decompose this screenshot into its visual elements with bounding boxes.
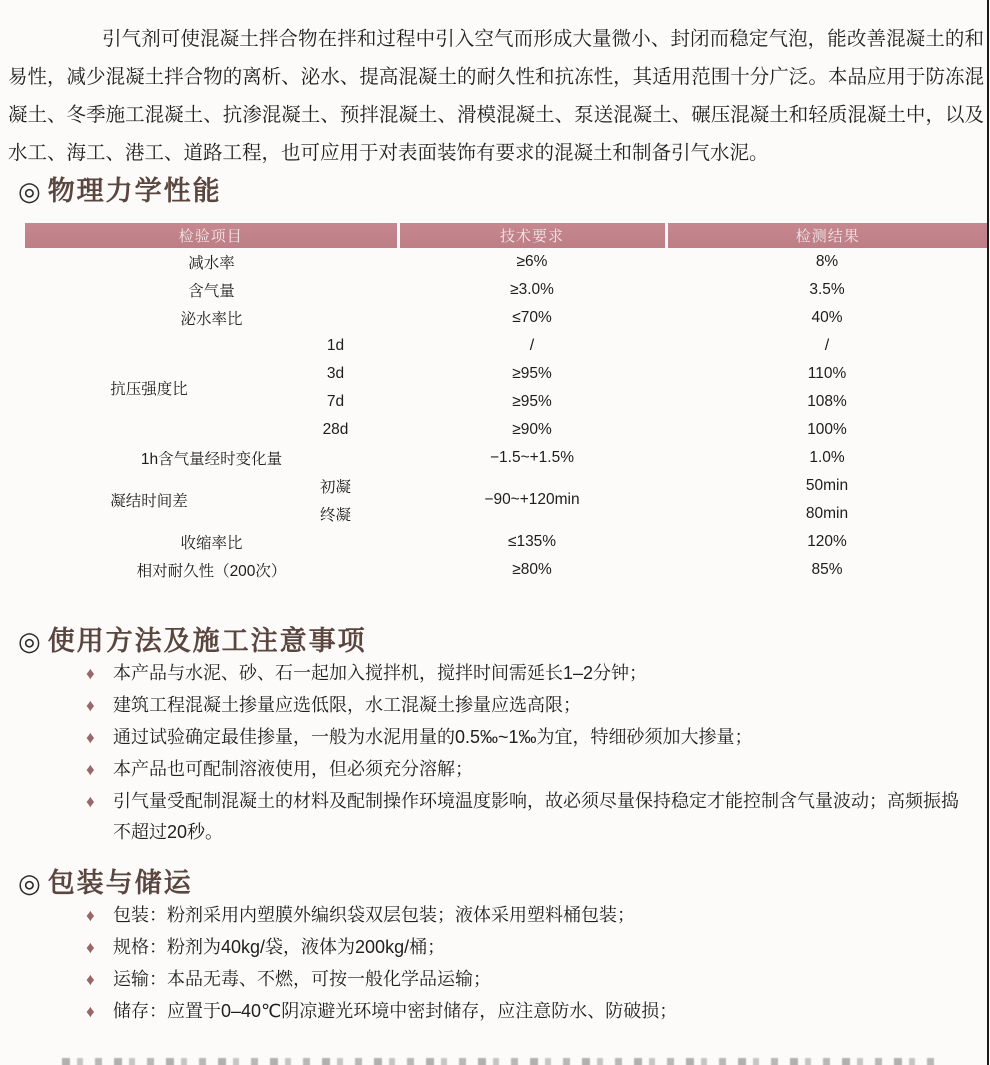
list-item-text: 运输：本品无毒、不燃，可按一般化学品运输； — [113, 969, 491, 989]
list-item — [86, 690, 970, 721]
cell-requirement: ≥6% — [516, 253, 548, 270]
list-item — [86, 722, 970, 753]
bullseye-icon: ◎ — [18, 176, 41, 206]
cell-requirement: ≥80% — [512, 561, 552, 578]
list-item-text: 储存：应置于0–40℃阴凉避光环境中密封储存，应注意防水、防破损； — [113, 1001, 678, 1021]
cell-item: 泌水率比 — [180, 311, 243, 328]
list-item — [86, 964, 970, 995]
diamond-bullet-icon: ♦ — [86, 696, 95, 715]
cell-result: 110% — [807, 365, 847, 382]
cell-subitem: 终凝 — [320, 507, 352, 524]
cell-subitem: 3d — [326, 365, 345, 382]
performance-table-wrap — [25, 223, 988, 584]
cell-requirement: ≥90% — [512, 421, 552, 438]
table-row — [25, 304, 988, 332]
header-cell-result: 检测结果 — [666, 223, 988, 248]
cell-requirement: −90~+120min — [484, 491, 580, 508]
table-row — [25, 528, 988, 556]
diamond-bullet-icon: ♦ — [86, 792, 95, 811]
cell-requirement: ≥95% — [512, 393, 552, 410]
diamond-bullet-icon: ♦ — [86, 938, 95, 957]
diamond-bullet-icon: ♦ — [86, 664, 95, 683]
cell-result: 8% — [815, 253, 839, 270]
cell-requirement: ≤70% — [512, 309, 552, 326]
performance-table — [25, 223, 988, 584]
cell-item: 减水率 — [188, 255, 235, 272]
cell-item: 含气量 — [188, 283, 235, 300]
list-item-text: 本产品与水泥、砂、石一起加入搅拌机，搅拌时间需延长1–2分钟； — [113, 663, 648, 683]
cell-result: 80min — [805, 505, 849, 522]
bullseye-icon: ◎ — [18, 868, 41, 898]
list-item-text: 建筑工程混凝土掺量应选低限，水工混凝土掺量应选高限； — [113, 695, 581, 715]
table-row — [25, 332, 988, 360]
cell-subitem: 28d — [322, 421, 349, 438]
section-heading-physical — [18, 174, 990, 208]
cell-subitem: 1d — [326, 337, 345, 354]
intro-paragraph: 引气剂可使混凝土拌合物在拌和过程中引入空气而形成大量微小、封闭而稳定气泡，能改善混凝土的和易性，减少混凝土拌合物的离析、泌水、提高混凝土的耐久性和抗冻性，其适用范围十分广泛。本品应用于防冻混凝土、冬季施工混凝土、抗渗混凝土、预拌混凝土、滑模混凝土、泵送混凝土、碾压混凝土和轻质混凝土中，以及水工、海工、港工、道路工程，也可应用于对表面装饰有要求的混凝土和制备引气水泥。 — [8, 28, 984, 164]
list-item — [86, 900, 970, 931]
section-heading-usage — [18, 624, 990, 658]
cell-item: 相对耐久性（200次） — [136, 563, 287, 580]
list-item — [86, 754, 970, 785]
section-title-usage: 使用方法及施工注意事项 — [47, 626, 367, 656]
cell-item-group: 凝结时间差 — [110, 493, 188, 510]
table-row — [25, 248, 988, 276]
cell-result: / — [824, 337, 830, 354]
cell-item-group: 抗压强度比 — [110, 381, 188, 398]
diamond-bullet-icon: ♦ — [86, 906, 95, 925]
cell-requirement: −1.5~+1.5% — [489, 449, 575, 466]
header-cell-item: 检验项目 — [25, 223, 398, 248]
header-cell-requirement: 技术要求 — [398, 223, 666, 248]
table-row — [25, 472, 988, 500]
usage-notes-list — [0, 658, 990, 848]
cell-subitem: 7d — [326, 393, 345, 410]
cell-item: 收缩率比 — [180, 535, 243, 552]
cell-result: 40% — [811, 309, 843, 326]
section-heading-packaging — [18, 866, 990, 900]
table-row — [25, 276, 988, 304]
cell-result: 3.5% — [809, 281, 845, 298]
section-title-packaging: 包装与储运 — [47, 868, 193, 898]
cell-requirement: ≤135% — [507, 533, 557, 550]
scan-edge-line — [987, 0, 989, 1065]
cell-requirement: ≥3.0% — [510, 281, 554, 298]
diamond-bullet-icon: ♦ — [86, 760, 95, 779]
list-item — [86, 932, 970, 963]
list-item-text: 本产品也可配制溶液使用，但必须充分溶解； — [113, 759, 473, 779]
cell-result: 108% — [807, 393, 847, 410]
clipped-text-remnant — [62, 1058, 940, 1065]
list-item-text: 引气量受配制混凝土的材料及配制操作环境温度影响，故必须尽量保持稳定才能控制含气量波动；高频振捣不超过20秒。 — [113, 791, 959, 842]
table-header-row — [25, 223, 988, 248]
cell-result: 120% — [807, 533, 847, 550]
table-row — [25, 556, 988, 584]
packaging-list — [0, 900, 990, 1027]
cell-subitem: 初凝 — [320, 479, 352, 496]
list-item-text: 包装：粉剂采用内塑膜外编织袋双层包装；液体采用塑料桶包装； — [113, 905, 635, 925]
list-item — [86, 786, 970, 848]
diamond-bullet-icon: ♦ — [86, 1002, 95, 1021]
list-item — [86, 658, 970, 689]
list-item — [86, 996, 970, 1027]
diamond-bullet-icon: ♦ — [86, 728, 95, 747]
cell-result: 50min — [805, 477, 849, 494]
section-title-physical: 物理力学性能 — [47, 176, 222, 206]
cell-result: 100% — [807, 421, 847, 438]
cell-result: 1.0% — [809, 449, 845, 466]
cell-item: 1h含气量经时变化量 — [140, 451, 283, 468]
cell-requirement: / — [529, 337, 535, 354]
table-row — [25, 444, 988, 472]
cell-result: 85% — [811, 561, 843, 578]
list-item-text: 规格：粉剂为40kg/袋，液体为200kg/桶； — [113, 937, 446, 957]
list-item-text: 通过试验确定最佳掺量，一般为水泥用量的0.5‰~1‰为宜，特细砂须加大掺量； — [113, 727, 753, 747]
cell-requirement: ≥95% — [512, 365, 552, 382]
diamond-bullet-icon: ♦ — [86, 970, 95, 989]
bullseye-icon: ◎ — [18, 626, 41, 656]
